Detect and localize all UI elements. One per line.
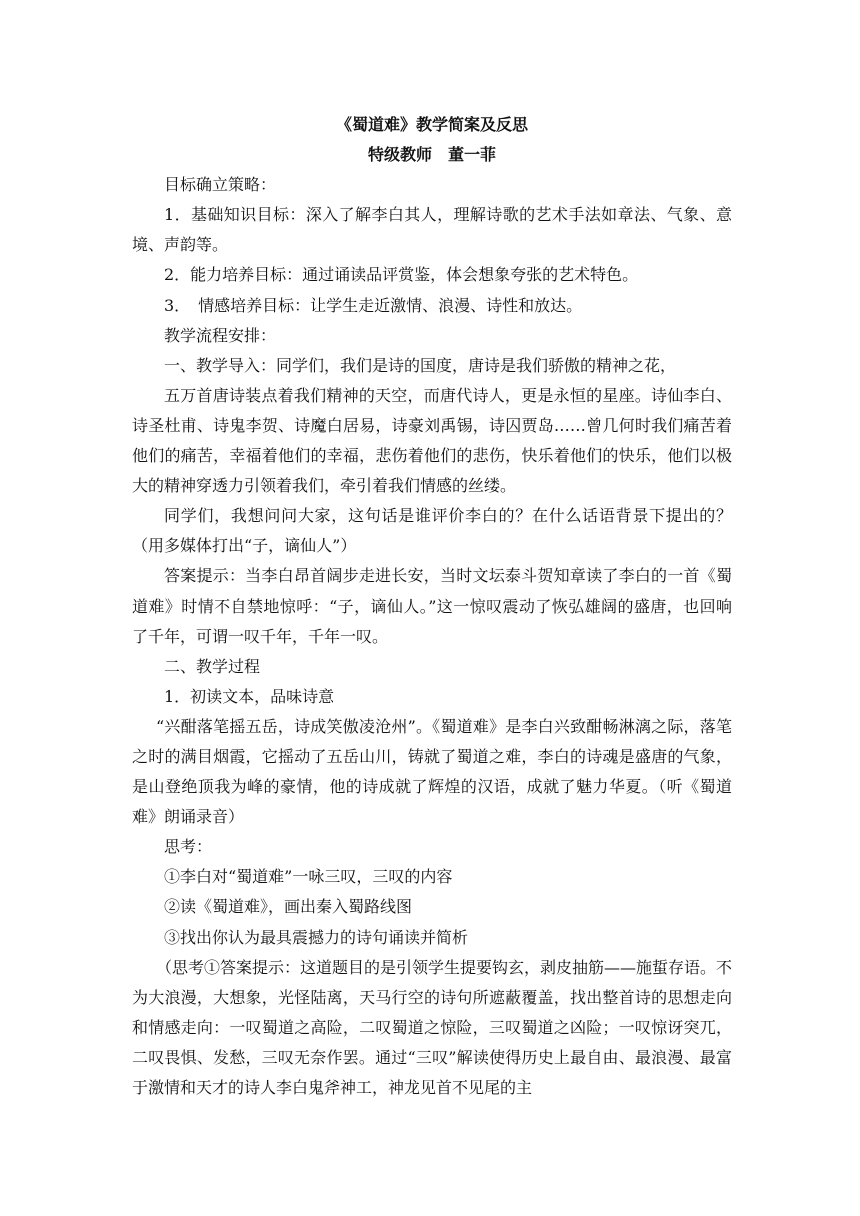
- list-item: ②读《蜀道难》，画出秦入蜀路线图: [164, 897, 413, 917]
- subsection-heading: 1．初读文本，品味诗意: [164, 686, 335, 706]
- paragraph: 3． 情感培养目标：让学生走近激情、浪漫、诗性和放达。: [164, 295, 583, 315]
- paragraph: 教学流程安排：: [164, 325, 277, 345]
- paragraph: 思考：: [164, 837, 213, 857]
- paragraph: （思考①答案提示：这道题目的是引领学生提要钩玄，剥皮抽筋——施蜇存语。不为大浪漫，大想象，光怪陆离，天马行空的诗句所遮蔽覆盖，找出整首诗的思想走向和情感走向：一叹蜀道之高险，二叹蜀道之惊险，三叹蜀道之凶险；一叹惊讶突兀，二叹畏惧、发愁，三叹无奈作罢。通过“三叹”解读使得历史上最自由、最浪漫、最富于激情和天才的诗人李白鬼斧神工，神龙见首不见尾的主: [132, 957, 733, 1097]
- paragraph: “兴酣落笔摇五岳，诗成笑傲凌沧州”。《蜀道难》是李白兴致酣畅淋漓之际，落笔之时的满目烟霞，它摇动了五岳山川，铸就了蜀道之难，李白的诗魂是盛唐的气象，是山登绝顶我为峰的豪情，他的诗成就了辉煌的汉语，成就了魅力华夏。（听《蜀道难》朗诵录音）: [132, 716, 732, 827]
- paragraph: 一、教学导入：同学们，我们是诗的国度，唐诗是我们骄傲的精神之花，: [164, 355, 677, 375]
- document-title: 《蜀道难》教学简案及反思: [335, 115, 528, 134]
- paragraph: 1．基础知识目标：深入了解李白其人，理解诗歌的艺术手法如章法、气象、意境、声韵等。: [132, 205, 732, 255]
- paragraph: 答案提示：当李白昂首阔步走进长安，当时文坛泰斗贺知章读了李白的一首《蜀道难》时情不自禁地惊呼：“子，谪仙人。”这一惊叹震动了恢弘雄阔的盛唐，也回响了千年，可谓一叹千年，千年一叹。: [132, 566, 732, 646]
- paragraph: 目标确立策略：: [164, 175, 277, 195]
- document-author: 特级教师 董一菲: [367, 145, 496, 165]
- list-item: ①李白对“蜀道难”一咏三叹，三叹的内容: [164, 867, 453, 887]
- paragraph: 2．能力培养目标：通过诵读品评赏鉴，体会想象夸张的艺术特色。: [164, 265, 639, 285]
- document-body: [132, 110, 732, 1103]
- paragraph: 五万首唐诗装点着我们精神的天空，而唐代诗人，更是永恒的星座。诗仙李白、诗圣杜甫、诗鬼李贺、诗魔白居易，诗豪刘禹锡，诗囚贾岛……曾几何时我们痛苦着他们的痛苦，幸福着他们的幸福，悲伤着他们的悲伤，快乐着他们的快乐，他们以极大的精神穿透力引领着我们，牵引着我们情感的丝缕。: [132, 385, 732, 496]
- paragraph: 同学们，我想问问大家，这句话是谁评价李白的？在什么话语背景下提出的？（用多媒体打出“子，谪仙人”）: [132, 506, 732, 556]
- section-heading: 二、教学过程: [164, 656, 261, 676]
- list-item: ③找出你认为最具震撼力的诗句诵读并简析: [164, 927, 469, 947]
